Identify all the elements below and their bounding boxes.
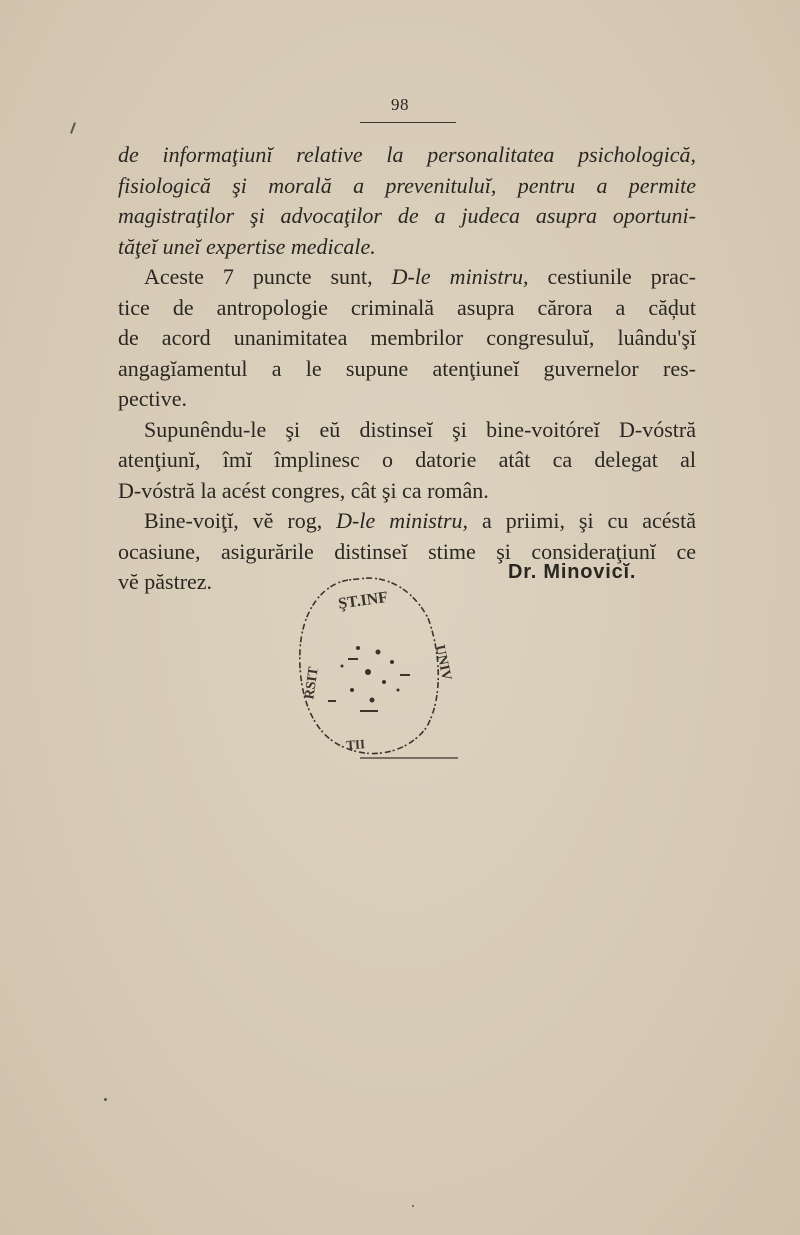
text-line: de acord unanimitatea membrilor congresuluĭ, luându'şĭ (118, 325, 696, 350)
paper-speck (412, 1205, 414, 1207)
text-fragment: cestiunile prac- (528, 264, 696, 289)
text-line (118, 262, 696, 293)
text-line: vĕ păstrez. (118, 569, 213, 594)
signature: Dr. Minovicĭ. (508, 561, 637, 583)
text-line: D-vóstră la acést congres, cât şi ca român. (118, 477, 489, 503)
emphasis-text: D-le ministru, (391, 264, 529, 289)
text-line (118, 506, 696, 537)
text-line: angagĭamentul a le supune atenţiuneĭ guvernelor res- (118, 355, 696, 381)
text-line: tăţeĭ uneĭ expertise medicale. (118, 233, 376, 259)
paper-speck (104, 1098, 107, 1101)
library-stamp (288, 570, 460, 762)
text-line: ocasiune, asigurările distinseĭ stime şi consideraţiunĭ ce (118, 538, 696, 564)
stamp-center-marks (328, 646, 410, 712)
emphasis-text: D-le ministru, (336, 508, 469, 533)
text-line: fisiologică şi morală a prevenituluĭ, pentru a permite (118, 172, 696, 198)
text-fragment: Aceste 7 puncte sunt, (144, 264, 392, 289)
stamp-bottom-text: TII (345, 736, 366, 753)
paper-speck (70, 122, 76, 134)
text-line: magistraţilor şi advocaţilor de a judeca asupra oportuni- (118, 203, 696, 228)
text-line: tice de antropologie criminală asupra cărora a căḑut (118, 294, 696, 320)
text-line: de informaţiunĭ relative la personalitatea psichologică, (118, 142, 696, 167)
stamp-left-text: RSIT (302, 665, 322, 701)
body-text (118, 140, 696, 598)
text-fragment: Bine-voiţĭ, vĕ rog, (144, 508, 337, 533)
text-line: Supunêndu-le şi eŭ distinseĭ şi bine-voitóreĭ D-vóstră (144, 416, 696, 442)
page-number: 98 (391, 95, 409, 114)
stamp-right-text: UNIV (431, 643, 454, 682)
stamp-top-text: ŞT.INF (337, 588, 390, 613)
text-fragment: a priimi, şi cu acéstă (468, 508, 696, 533)
text-line: atenţiunĭ, îmĭ împlinesc o datorie atât ca delegat al (118, 447, 696, 472)
text-line: pective. (118, 386, 188, 411)
page-number-rule (360, 122, 456, 123)
